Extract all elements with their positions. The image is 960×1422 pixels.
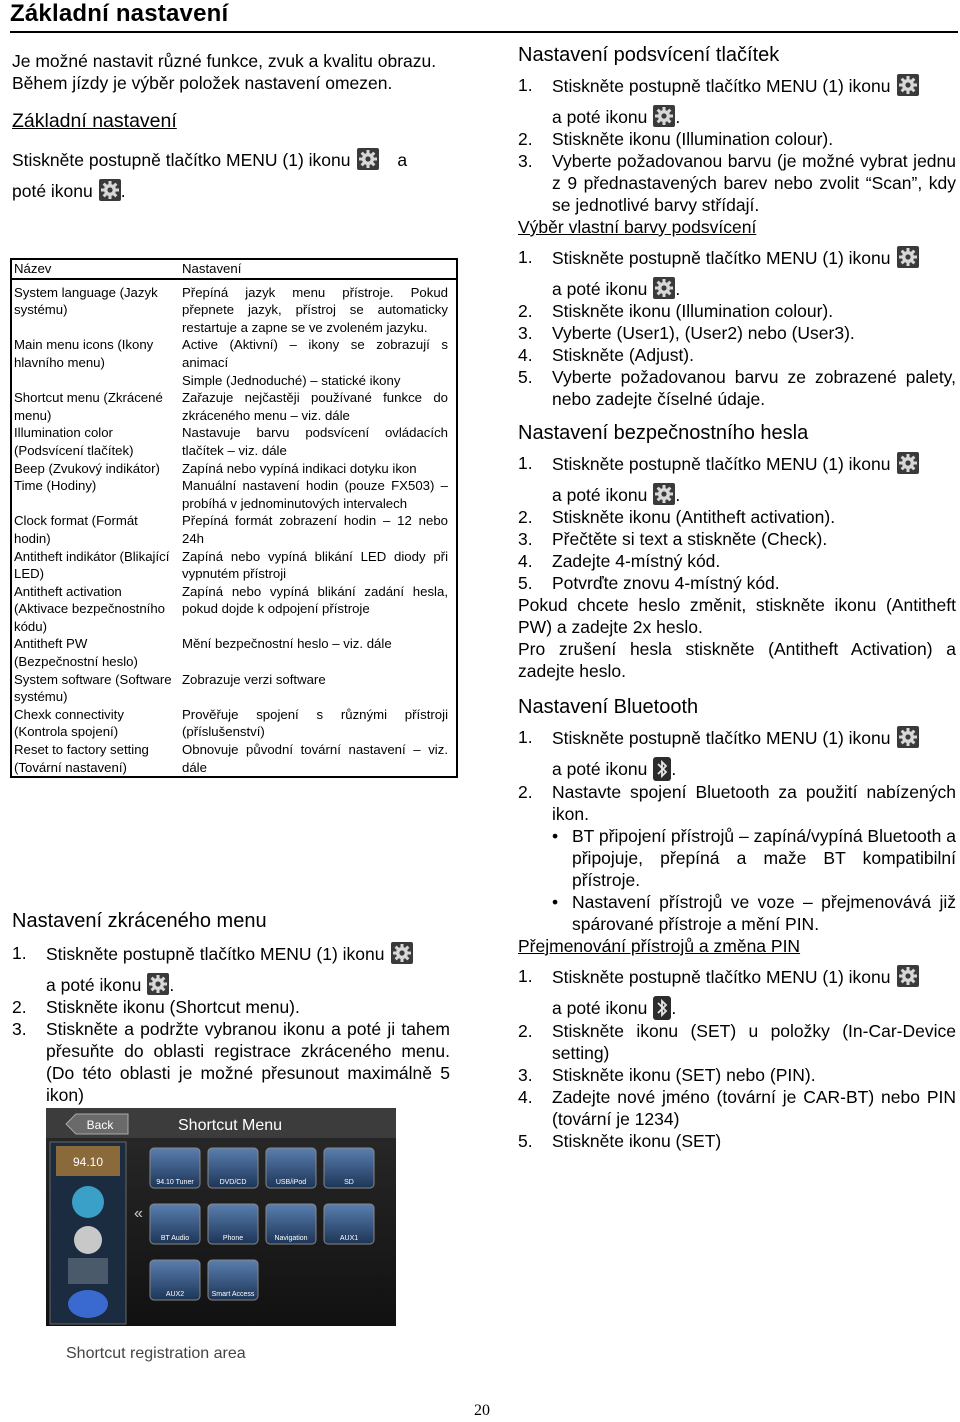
list-item: 4. Stiskněte (Adjust). <box>518 345 694 365</box>
settings-gear-icon <box>897 452 919 474</box>
bluetooth-icon <box>653 757 671 781</box>
screenshot-caption: Shortcut registration area <box>66 1345 246 1362</box>
setting-name: Shortcut menu (Zkrácené menu) <box>14 390 163 423</box>
list-item: 1. Stiskněte postupně tlačítko MENU (1) ikonu <box>518 246 956 269</box>
radio-freq: 94.10 <box>72 1155 104 1169</box>
menu-icon-label: Smart Access <box>211 1291 255 1298</box>
settings-gear-icon <box>357 148 379 170</box>
settings-gear-icon <box>391 942 413 964</box>
table-row <box>11 460 457 478</box>
menu-icon-label: SD <box>344 1179 354 1186</box>
menu-icon-label: AUX1 <box>339 1235 359 1242</box>
list-item: 5. Potvrďte znovu 4-místný kód. <box>518 573 780 593</box>
menu-icon-label: DVD/CD <box>219 1179 247 1186</box>
menu-icon-label: Phone <box>222 1235 244 1242</box>
setting-description: Zařazuje nejčastěji používané funkce do zkráceného menu – viz. dále <box>182 390 448 423</box>
setting-description: Nastavuje barvu podsvícení ovládacích tlačítek – viz. dále <box>182 425 448 458</box>
menu-icon-label: BT Audio <box>160 1235 190 1242</box>
list-item: 4. Zadejte nové jméno (tovární je CAR-BT) nebo PIN (tovární je 1234) <box>518 1087 956 1129</box>
table-header: Název <box>11 259 180 279</box>
list-item: 3. Stiskněte ikonu (SET) nebo (PIN). <box>518 1065 816 1085</box>
menu-icon[interactable] <box>266 1148 316 1188</box>
setting-name: Antitheft indikátor (Blikající LED) <box>14 548 170 582</box>
table-row <box>11 279 457 337</box>
settings-gear-icon <box>99 179 121 201</box>
settings-gear-icon <box>147 973 169 995</box>
setting-name: Beep (Zvukový indikátor) <box>14 460 160 476</box>
list-item: 5. Vyberte požadovanou barvu ze zobrazené palety, nebo zadejte číselné údaje. <box>518 367 956 409</box>
table-header: Nastavení <box>180 259 457 279</box>
list-item: a poté ikonu . <box>552 485 681 505</box>
security-note-2: Pro zrušení hesla stiskněte (Antitheft Activation) a zadejte heslo. <box>518 639 956 681</box>
menu-icon[interactable] <box>208 1260 258 1300</box>
shortcut-menu-screenshot <box>46 1108 396 1368</box>
list-item: 2. Stiskněte ikonu (SET) u položky (In-Car-Device setting) <box>518 1021 956 1063</box>
settings-gear-icon <box>653 483 675 505</box>
intro-heading: Základní nastavení <box>12 110 177 132</box>
menu-icon[interactable] <box>324 1148 374 1188</box>
settings-gear-icon <box>897 726 919 748</box>
setting-description: Zapíná nebo vypíná blikání zadání hesla, pokud dojde k odpojení přístroje <box>182 583 448 617</box>
setting-description: Mění bezpečnostní heslo – viz. dále <box>182 636 392 652</box>
menu-icon[interactable] <box>150 1148 200 1188</box>
intro-block: Je možné nastavit různé funkce, zvuk a kvalitu obrazu. Během jízdy je výběr položek nastavení omezen. Základní nastavení Stiskněte postupně tlačítko MENU (1) ikonu a poté ikonu . <box>12 50 450 202</box>
table-row <box>11 635 457 670</box>
list-item: 3. Stiskněte a podržte vybranou ikonu a poté ji tahem přesuňte do oblasti registrace zkráceného menu. (Do této oblasti je možné přesunout maximálně 5 ikon) <box>12 1019 450 1105</box>
bluetooth-icon <box>653 996 671 1020</box>
page-title: Základní nastavení <box>10 0 229 27</box>
settings-gear-icon <box>897 74 919 96</box>
back-button-label: Back <box>86 1118 114 1132</box>
menu-icon[interactable] <box>150 1204 200 1244</box>
setting-name: Chexk connectivity (Kontrola spojení) <box>14 706 124 740</box>
table-row <box>11 548 457 583</box>
menu-icon[interactable] <box>208 1148 258 1188</box>
setting-description: Active (Aktivní) – ikony se zobrazují s animací Simple (Jednoduché) – statické ikony <box>182 337 448 388</box>
setting-description: Zapíná nebo vypíná blikání LED diody při vypnutém přístroji <box>182 548 448 582</box>
list-item: 1. Stiskněte postupně tlačítko MENU (1) ikonu <box>518 74 956 97</box>
menu-icon-label: AUX2 <box>165 1291 185 1298</box>
settings-gear-icon <box>653 277 675 299</box>
screenshot-title: Shortcut Menu <box>178 1117 283 1134</box>
table-header-row <box>11 259 457 279</box>
setting-name: System language (Jazyk systému) <box>14 284 158 318</box>
table-row <box>11 389 457 424</box>
list-item: a poté ikonu . <box>46 975 175 995</box>
intro-instruction: Stiskněte postupně tlačítko MENU (1) ikonu a <box>12 150 408 170</box>
section-heading: Nastavení bezpečnostního hesla <box>518 422 809 444</box>
list-item: a poté ikonu . <box>552 107 681 127</box>
list-item: a poté ikonu . <box>552 279 681 299</box>
table-row <box>11 583 457 636</box>
setting-name: Main menu icons (Ikony hlavního menu) <box>14 337 154 370</box>
list-item: 1. Stiskněte postupně tlačítko MENU (1) ikonu <box>518 965 956 988</box>
setting-name: Time (Hodiny) <box>14 478 97 494</box>
table-row <box>11 741 457 777</box>
setting-name: Antitheft PW (Bezpečnostní heslo) <box>14 636 138 670</box>
list-item: a poté ikonu . <box>552 759 677 779</box>
list-item: 2. Stiskněte ikonu (Antitheft activation). <box>518 507 836 527</box>
shortcut-section <box>12 910 450 1106</box>
list-item: 1. Stiskněte postupně tlačítko MENU (1) ikonu <box>518 726 956 749</box>
menu-icon[interactable] <box>150 1260 200 1300</box>
subheading: Přejmenování přístrojů a změna PIN <box>518 936 801 956</box>
table-row <box>11 424 457 459</box>
setting-name: System software (Software systému) <box>14 671 172 705</box>
setting-description: Prověřuje spojení s různými přístroji (příslušenství) <box>182 706 448 740</box>
list-item: 2. Stiskněte ikonu (Illumination colour). <box>518 129 834 149</box>
setting-description: Přepíná formát zobrazení hodin – 12 nebo 24h <box>182 513 448 546</box>
illumination-section <box>518 44 956 1152</box>
setting-description: Zapíná nebo vypíná indikaci dotyku ikon <box>182 460 417 476</box>
list-item: 4. Zadejte 4-místný kód. <box>518 551 721 571</box>
setting-description: Přepíná jazyk menu přístroje. Pokud přepnete jazyk, přístroj se automaticky restartuje a zapne se ve zvoleném jazyku. <box>182 284 448 335</box>
setting-name: Clock format (Formát hodin) <box>14 513 138 546</box>
list-item: 1. Stiskněte postupně tlačítko MENU (1) ikonu <box>12 942 450 965</box>
intro-text-1: Je možné nastavit různé funkce, zvuk a kvalitu obrazu. <box>12 51 437 71</box>
setting-name: Antitheft activation (Aktivace bezpečnostního kódu) <box>14 583 166 634</box>
settings-gear-icon <box>653 105 675 127</box>
list-item: 2. Nastavte spojení Bluetooth za použití nabízených ikon. <box>518 782 956 824</box>
settings-gear-icon <box>897 965 919 987</box>
table-row <box>11 336 457 389</box>
settings-gear-icon <box>897 246 919 268</box>
section-heading: Nastavení Bluetooth <box>518 696 699 718</box>
page-number: 20 <box>474 1402 490 1419</box>
table-row <box>11 512 457 547</box>
list-item: 2. Stiskněte ikonu (Shortcut menu). <box>12 997 300 1017</box>
list-item: 5. Stiskněte ikonu (SET) <box>518 1131 722 1151</box>
menu-icon[interactable] <box>324 1204 374 1244</box>
table-row <box>11 706 457 741</box>
security-note-1: Pokud chcete heslo změnit, stiskněte ikonu (Antitheft PW) a zadejte 2x heslo. <box>518 595 956 637</box>
section-heading: Nastavení zkráceného menu <box>12 910 267 932</box>
setting-name: Illumination color (Podsvícení tlačítek) <box>14 425 134 458</box>
setting-description: Manuální nastavení hodin (pouze FX503) – probíhá v jednominutových intervalech <box>182 478 448 511</box>
title-rule <box>10 31 958 33</box>
list-item: 3. Vyberte požadovanou barvu (je možné vybrat jednu z 9 přednastavených barev nebo zvolit “Scan”, kdy se jednotlivé barvy střídají. <box>518 151 956 215</box>
list-item: a poté ikonu . <box>552 998 677 1018</box>
intro-text-2: Během jízdy je výběr položek nastavení omezen. <box>12 73 393 93</box>
menu-icon-label: 94.10 Tuner <box>156 1179 194 1186</box>
list-item: • BT připojení přístrojů – zapíná/vypíná Bluetooth a připojuje, přepíná a maže BT kompatibilní přístroje. <box>572 825 956 891</box>
setting-name: Reset to factory setting (Tovární nastavení) <box>14 742 149 775</box>
section-heading: Nastavení podsvícení tlačítek <box>518 44 780 66</box>
list-item: • Nastavení přístrojů ve voze – přejmenovává již spárované přístroje a mění PIN. <box>572 891 956 935</box>
list-item: 1. Stiskněte postupně tlačítko MENU (1) ikonu <box>518 452 956 475</box>
menu-icon-label: Navigation <box>274 1235 308 1242</box>
menu-icon[interactable] <box>266 1204 316 1244</box>
subheading: Výběr vlastní barvy podsvícení <box>518 217 757 237</box>
menu-icon[interactable] <box>208 1204 258 1244</box>
svg-text:«: « <box>134 1205 143 1222</box>
setting-description: Obnovuje původní tovární nastavení – viz. dále <box>182 742 448 775</box>
table-row <box>11 671 457 706</box>
list-item: 2. Stiskněte ikonu (Illumination colour). <box>518 301 834 321</box>
settings-table <box>10 258 458 778</box>
table-row <box>11 477 457 512</box>
list-item: 3. Vyberte (User1), (User2) nebo (User3). <box>518 323 855 343</box>
list-item: 3. Přečtěte si text a stiskněte (Check). <box>518 529 828 549</box>
menu-icon-label: USB/iPod <box>275 1179 307 1186</box>
setting-description: Zobrazuje verzi software <box>182 671 326 687</box>
